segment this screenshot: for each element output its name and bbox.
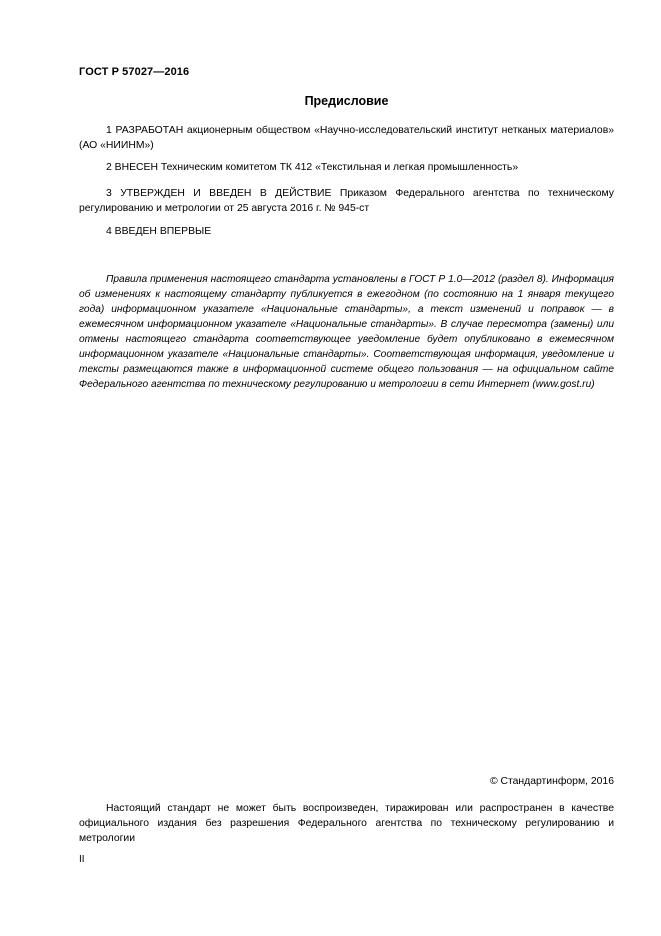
rules-notice: Правила применения настоящего стандарта установлены в ГОСТ Р 1.0—2012 (раздел 8). Информация об изменениях к настоящему стандарту публикуется в ежегодном (по состоянию на 1 января текущего года) информационном указателе «Национальные стандарты», а текст изменений и поправок — в ежемесячном информационном указателе «Национальные стандарты». В случае пересмотра (замены) или отмены настоящего стандарта соответствующее уведомление будет опубликовано в ежемесячном информационном указателе «Национальные стандарты». Соответствующая информация, уведомление и тексты размещаются также в информационной системе общего пользования — на официальном сайте Федерального агентства по техническому регулированию и метрологии в сети Интернет (www.gost.ru) bbox=[79, 274, 614, 390]
reproduction-notice: Настоящий стандарт не может быть воспроизведен, тиражирован или распространен в качестве официального издания без разрешения Федерального агентства по техническому регулированию и метрологии bbox=[79, 803, 614, 844]
page-title: Предисловие bbox=[304, 94, 389, 108]
paragraph-introduced: 2 ВНЕСЕН Техническим комитетом ТК 412 «Текстильная и легкая промышленность» bbox=[106, 162, 519, 173]
paragraph-approved: 3 УТВЕРЖДЕН И ВВЕДЕН В ДЕЙСТВИЕ Приказом Федерального агентства по техническому регулированию и метрологии от 25 августа 2016 г. № 945-ст bbox=[79, 188, 614, 214]
paragraph-developed: 1 РАЗРАБОТАН акционерным обществом «Научно-исследовательский институт нетканых материалов» (АО «НИИНМ») bbox=[79, 125, 614, 151]
paragraph-first-time: 4 ВВЕДЕН ВПЕРВЫЕ bbox=[106, 226, 212, 237]
copyright-notice: © Стандартинформ, 2016 bbox=[489, 776, 614, 787]
page-number: II bbox=[79, 854, 85, 865]
document-code: ГОСТ Р 57027—2016 bbox=[79, 66, 190, 78]
